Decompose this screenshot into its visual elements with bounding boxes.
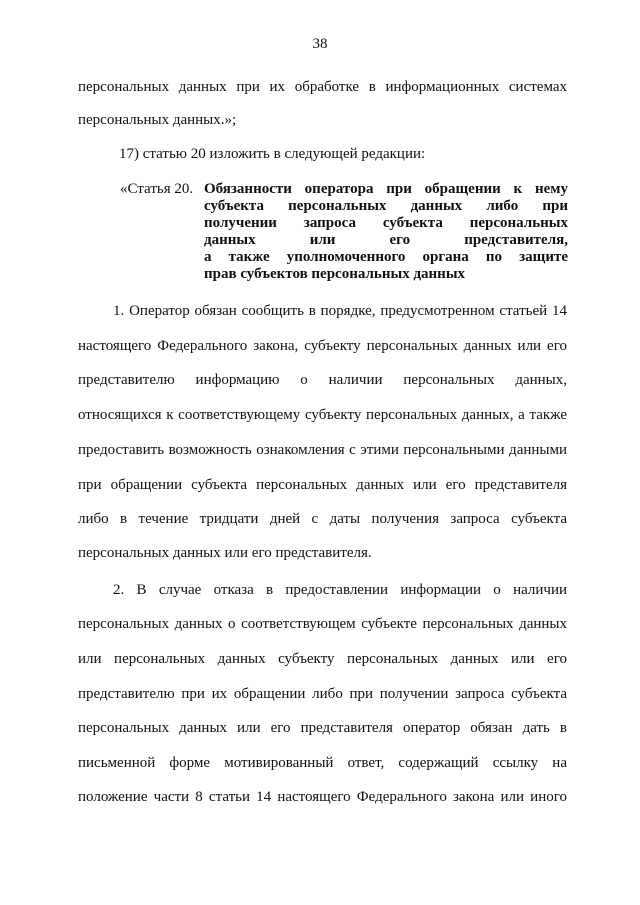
paragraph-2-line: письменной форме мотивированный ответ, содержащий ссылку на [78,755,567,771]
article-label: «Статья 20. [120,181,194,197]
paragraph-2-line: 2. В случае отказа в предоставлении информации о наличии [113,582,567,598]
article-title-line: субъекта персональных данных либо при [204,198,568,214]
item-17: 17) статью 20 изложить в следующей редакции: [119,146,426,162]
paragraph-2-line: персональных данных о соответствующем субъекте персональных данных [78,616,567,632]
paragraph-2-line: или персональных данных субъекту персональных данных или его [78,651,567,667]
intro-line: персональных данных.»; [78,112,237,128]
article-title [204,181,568,283]
article-title-line: получении запроса субъекта персональных [204,215,568,231]
paragraph-1-line: предоставить возможность ознакомления с этими персональными данными [78,442,567,458]
paragraph-1-line: 1. Оператор обязан сообщить в порядке, предусмотренном статьей 14 [113,303,567,319]
article-title-line: а также уполномоченного органа по защите [204,249,568,265]
paragraph-1-line: представителю информацию о наличии персональных данных, [78,372,567,388]
paragraph-1-line: относящихся к соответствующему субъекту персональных данных, а также [78,407,567,423]
paragraph-1-line: при обращении субъекта персональных данных или его представителя [78,477,567,493]
paragraph-2-line: положение части 8 статьи 14 настоящего Федерального закона или иного [78,789,567,805]
intro-line: персональных данных при их обработке в информационных системах [78,79,567,95]
article-title-line: Обязанности оператора при обращении к нему [204,181,568,197]
paragraph-1-line: настоящего Федерального закона, субъекту персональных данных или его [78,338,567,354]
paragraph-1-line: персональных данных или его представителя. [78,545,372,561]
paragraph-2-line: персональных данных или его представителя оператор обязан дать в [78,720,567,736]
article-title-line: прав субъектов персональных данных [204,266,466,282]
article-title-line: данных или его представителя, [204,232,568,248]
page-number: 38 [312,36,328,52]
paragraph-2-line: представителю при их обращении либо при получении запроса субъекта [78,686,567,702]
paragraph-1-line: либо в течение тридцати дней с даты получения запроса субъекта [78,511,567,527]
